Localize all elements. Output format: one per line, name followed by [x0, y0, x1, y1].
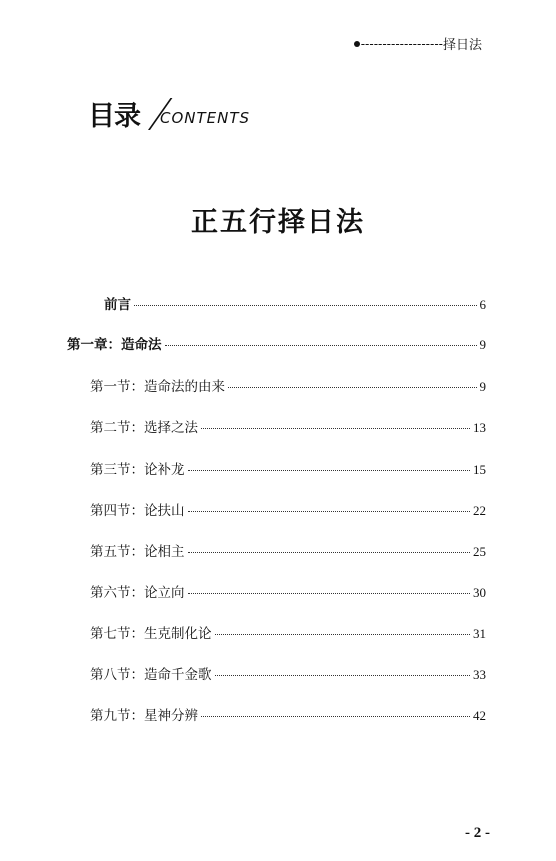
toc-entry-page: 15: [473, 462, 486, 477]
toc-entry-label: 第四节：论扶山: [90, 503, 185, 519]
page-title: 正五行择日法: [191, 207, 365, 238]
toc-entry-label: 第五节：论相主: [90, 544, 185, 560]
toc-entry-section-1[interactable]: [90, 375, 486, 395]
toc-entry-label: 第六节：论立向: [90, 585, 185, 601]
toc-entry-label: 第一章：造命法: [67, 337, 162, 353]
toc-entry-section-3[interactable]: [90, 458, 486, 478]
dot-leader: [188, 511, 471, 512]
dot-leader: [134, 305, 477, 306]
dot-leader: [188, 593, 471, 594]
dot-leader: [215, 675, 471, 676]
toc-entry-page: 30: [473, 585, 486, 600]
toc-entry-section-9[interactable]: [90, 704, 486, 724]
toc-entry-label: 第九节：星神分辨: [90, 708, 198, 724]
logo-en: CONTENTS: [160, 109, 251, 127]
dot-leader: [201, 716, 470, 717]
header-dashes: -------------------: [360, 36, 443, 51]
toc-entry-section-5[interactable]: [90, 540, 486, 560]
toc-entry-preface[interactable]: [104, 293, 486, 313]
toc-entry-section-4[interactable]: [90, 499, 486, 519]
toc-entry-page: 6: [479, 297, 486, 312]
page-number: - 2 -: [465, 825, 490, 841]
toc-entry-section-7[interactable]: [90, 622, 486, 642]
toc-entry-label: 第八节：造命千金歌: [90, 667, 212, 683]
dot-leader: [188, 552, 471, 553]
toc-entry-page: 22: [473, 503, 486, 518]
toc-entry-page: 42: [473, 708, 486, 723]
header-title: 择日法: [442, 38, 482, 53]
toc-entry-label: 前言: [104, 297, 131, 313]
toc-entry-label: 第一节：造命法的由来: [90, 379, 225, 395]
toc-entry-label: 第七节：生克制化论: [90, 626, 212, 642]
contents-logo: [88, 98, 250, 130]
toc-entry-page: 31: [473, 626, 486, 641]
dot-leader: [215, 634, 471, 635]
toc-entry-page: 33: [473, 667, 486, 682]
toc-entry-page: 9: [479, 379, 486, 394]
toc-entry-label: 第二节：选择之法: [90, 420, 198, 436]
toc-entry-section-8[interactable]: [90, 663, 486, 683]
running-header: [354, 34, 482, 53]
toc-entry-chapter-1[interactable]: [67, 333, 486, 353]
dot-leader: [201, 428, 470, 429]
dot-leader: [165, 345, 477, 346]
dot-leader: [228, 387, 477, 388]
logo-cn: 目录: [88, 101, 140, 132]
toc-entry-section-6[interactable]: [90, 581, 486, 601]
dot-leader: [188, 470, 471, 471]
toc-entry-page: 9: [479, 337, 486, 352]
toc-entry-label: 第三节：论补龙: [90, 462, 185, 478]
toc-entry-page: 13: [473, 420, 486, 435]
toc-entry-section-2[interactable]: [90, 416, 486, 436]
toc-entry-page: 25: [473, 544, 486, 559]
bullet-icon: [354, 41, 360, 47]
